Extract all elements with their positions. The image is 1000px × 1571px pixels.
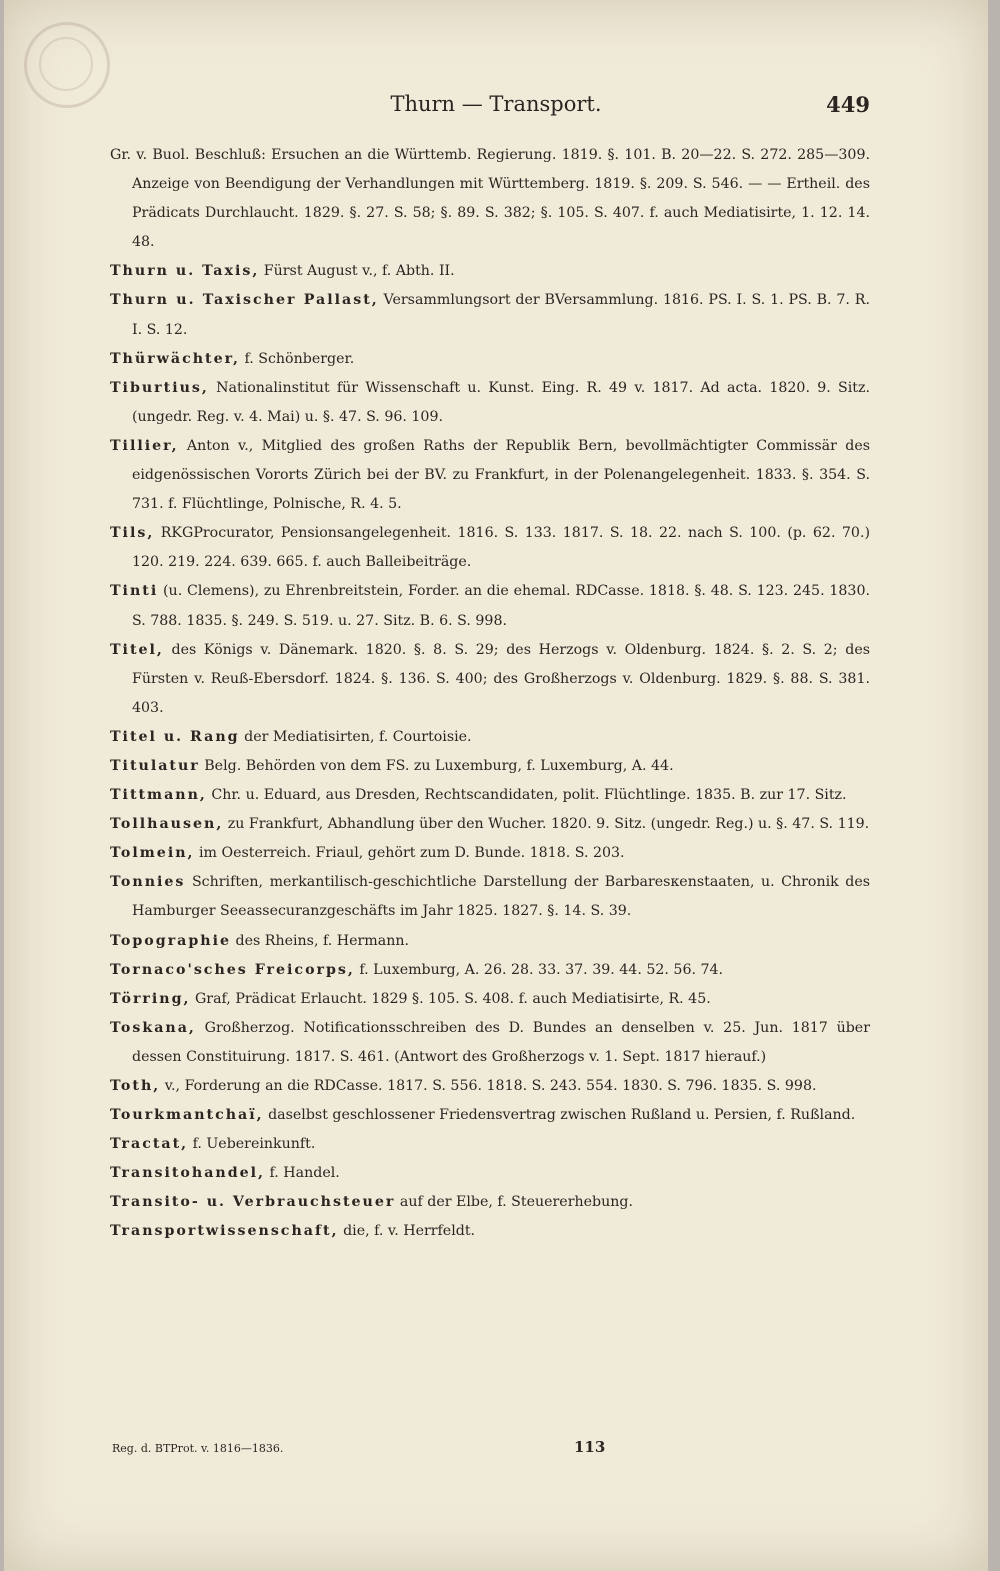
entry-text: f. Schönberger. [239,350,355,367]
index-entry [110,781,870,810]
index-entry [110,810,870,839]
index-entry [110,1159,870,1188]
entry-text: Fürst August v., f. Abth. II. [259,263,455,280]
entry-text: f. Handel. [265,1165,340,1182]
entry-text: Großherzog. Notificationsschreiben des D. Bundes an denselben v. 25. Jun. 1817 über dessen Constituirung. 1817. S. 461. (Antwort des Großherzogs v. 1. Sept. 1817 hierauf.) [132,1019,870,1065]
entry-text: im Oesterreich. Friaul, gehört zum D. Bunde. 1818. S. 203. [194,845,625,862]
entry-headword: Transitohandel, [110,1165,265,1182]
entry-text: RKGProcurator, Pensionsangelegenheit. 1816. S. 133. 1817. S. 18. 22. nach S. 100. (p. 62. 70.) 120. 219. 224. 639. 665. f. auch Balleibeiträge. [132,525,870,571]
page-footer [112,1438,872,1462]
entry-headword: Topographie [110,932,232,949]
entry-headword: Tinti [110,583,159,600]
index-entry [110,432,870,519]
book-page [4,0,988,1571]
entry-headword: Thurn u. Taxischer Pallast, [110,292,379,309]
entry-headword: Tiburtius, [110,379,209,396]
entry-text: f. Uebereinkunft. [188,1136,316,1153]
entry-headword: Thürwächter, [110,350,240,367]
entry-headword: Tillier, [110,437,179,454]
entry-text: Belg. Behörden von dem FS. zu Luxemburg, f. Luxemburg, A. 44. [199,757,674,774]
entry-text: auf der Elbe, f. Steuererhebung. [395,1194,633,1211]
index-entry [110,1101,870,1130]
page-number: 449 [826,92,870,117]
entry-headword: Titulatur [110,757,200,774]
entry-text: daselbst geschlossener Friedensvertrag zwischen Rußland u. Persien, f. Rußland. [263,1107,856,1124]
entry-text: Gr. v. Buol. Beschluß: Ersuchen an die Württemb. Regierung. 1819. §. 101. B. 20—22. S. 272. 285—309. Anzeige von Beendigung der Verhandlungen mit Württemberg. 1819. §. 209. S. 546. — — Ertheil. des Prädicats Durchlaucht. 1829. §. 27. S. 58; §. 89. S. 382; §. 105. S. 407. f. auch Mediatisirte, 1. 12. 14. 48. [110,147,870,251]
index-entry [110,286,870,344]
index-entry [110,257,870,286]
index-entry [110,374,870,432]
index-entry [110,1188,870,1217]
entry-headword: Toth, [110,1078,161,1094]
entry-headword: Tractat, [110,1136,189,1153]
index-entry [110,519,870,577]
entry-headword: Titel u. Rang [110,728,240,745]
entry-text: (u. Clemens), zu Ehrenbreitstein, Forder. an die ehemal. RDCasse. 1818. §. 48. S. 123. 245. 1830. S. 788. 1835. §. 249. S. 519. u. 27. Sitz. B. 6. S. 998. [132,583,870,629]
entry-headword: Törring, [110,990,191,1007]
entry-text: der Mediatisirten, f. Courtoisie. [239,728,472,745]
entry-text: Chr. u. Eduard, aus Dresden, Rechtscandidaten, polit. Flüchtlinge. 1835. B. zur 17. Sitz. [206,787,847,804]
index-entries [110,141,870,1247]
running-title: Thurn — Transport. [390,92,602,116]
index-entry [110,868,870,926]
entry-headword: Transportwissenschaft, [110,1223,339,1240]
entry-headword: Tollhausen, [110,816,224,833]
entry-text: Versammlungsort der BVersammlung. 1816. PS. I. S. 1. PS. B. 7. R. I. S. 12. [132,292,870,338]
entry-headword: Titel, [110,641,164,658]
entry-headword: Tornaco'sches Freicorps, [110,961,355,978]
index-entry [110,1130,870,1159]
index-entry [110,752,870,781]
index-entry [110,839,870,868]
entry-text: Anton v., Mitglied des großen Raths der Republik Bern, bevollmächtigter Commissär des eidgenössischen Vororts Zürich bei der BV. zu Frankfurt, in der Polenangelegenheit. 1833. §. 354. S. 731. f. Flüchtlinge, Polnische, R. 4. 5. [132,437,870,513]
index-entry [110,577,870,635]
entry-headword: Toskana, [110,1019,196,1036]
entry-text: Graf, Prädicat Erlaucht. 1829 §. 105. S. 408. f. auch Mediatisirte, R. 45. [190,990,711,1007]
entry-headword: Tonnies [110,874,186,891]
entry-headword: Thurn u. Taxis, [110,263,260,280]
entry-headword: Tittmann, [110,787,207,804]
entry-text: v., Forderung an die RDCasse. 1817. S. 556. 1818. S. 243. 554. 1830. S. 796. 1835. S. 998. [160,1078,817,1094]
entry-text: des Königs v. Dänemark. 1820. §. 8. S. 29; des Herzogs v. Oldenburg. 1824. §. 2. S. 2; des Fürsten v. Reuß-Ebersdorf. 1824. §. 136. S. 400; des Großherzogs v. Oldenburg. 1829. §. 88. S. 381. 403. [132,641,870,716]
entry-headword: Transito- u. Verbrauchsteuer [110,1194,396,1211]
entry-text: Nationalinstitut für Wissenschaft u. Kunst. Eing. R. 49 v. 1817. Ad acta. 1820. 9. Sitz. (ungedr. Reg. v. 4. Mai) u. §. 47. S. 96. 109. [132,379,870,425]
footer-source: Reg. d. BTProt. v. 1816—1836. [112,1442,284,1455]
entry-text: die, f. v. Herrfeldt. [338,1223,476,1240]
entry-headword: Tourkmantchaï, [110,1107,264,1124]
signature-mark: 113 [574,1438,606,1456]
running-header [4,92,988,122]
index-entry [110,927,870,956]
index-entry [110,723,870,752]
entry-headword: Tils, [110,525,155,542]
index-entry [110,141,870,257]
index-entry [110,956,870,985]
entry-text: zu Frankfurt, Abhandlung über den Wucher. 1820. 9. Sitz. (ungedr. Reg.) u. §. 47. S. 119. [223,816,870,833]
index-entry [110,345,870,374]
entry-text: Schriften, merkantilisch-geschichtliche Darstellung der Barbaresкenstaaten, u. Chronik des Hamburger Seeassecuranzgeschäfts im Jahr 1825. 1827. §. 14. S. 39. [132,874,870,920]
index-entry [110,985,870,1014]
index-entry [110,636,870,723]
entry-text: des Rheins, f. Hermann. [231,932,409,949]
entry-headword: Tolmein, [110,845,195,862]
index-entry [110,1072,870,1101]
index-entry [110,1217,870,1246]
entry-text: f. Luxemburg, A. 26. 28. 33. 37. 39. 44. 52. 56. 74. [354,961,724,978]
index-entry [110,1014,870,1072]
